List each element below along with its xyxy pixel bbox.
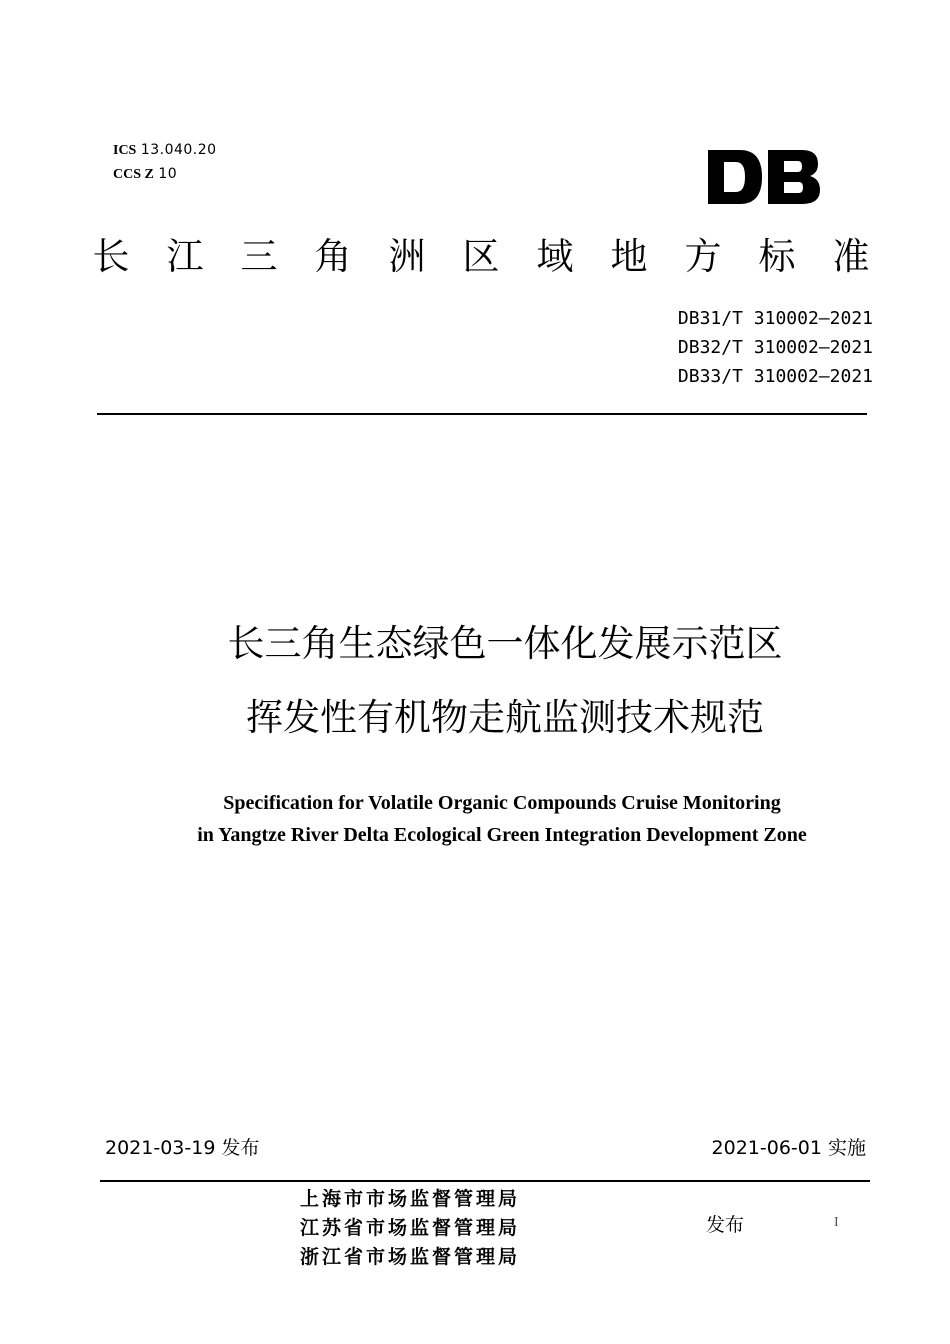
ccs-value: 10	[158, 166, 178, 182]
chinese-title-line-1: 长三角生态绿色一体化发展示范区	[227, 622, 783, 665]
implementation-date: 2021-06-01 实施	[711, 1137, 866, 1159]
standard-number-jiangsu: DB32/T 310002—2021	[677, 337, 873, 358]
db-logo-b	[768, 150, 820, 204]
english-title-line-2: in Yangtze River Delta Ecological Green Integration Development Zone	[197, 824, 807, 846]
ccs-code	[113, 164, 177, 185]
ics-value: 13.040.20	[140, 142, 217, 158]
title-char: 长	[92, 235, 130, 278]
standard-number-zhejiang: DB33/T 310002—2021	[677, 366, 873, 387]
english-title-line-1: Specification for Volatile Organic Compounds Cruise Monitoring	[223, 792, 781, 814]
top-divider	[97, 413, 867, 415]
publish-label: 发布	[706, 1214, 745, 1236]
issuer-zhejiang: 浙江省市场监督管理局	[300, 1246, 521, 1268]
title-char: 方	[684, 235, 722, 278]
title-char: 江	[166, 235, 204, 278]
db-logo	[708, 148, 824, 206]
issuing-authorities	[300, 1185, 520, 1272]
standard-number-shanghai: DB31/T 310002—2021	[677, 308, 873, 329]
title-char: 准	[832, 235, 870, 278]
title-char: 区	[462, 235, 500, 278]
chinese-title-line-2: 挥发性有机物走航监测技术规范	[246, 696, 764, 739]
title-char: 地	[610, 235, 648, 278]
bottom-divider	[100, 1180, 870, 1182]
ccs-label: CCS Z	[113, 167, 154, 182]
ics-code	[113, 140, 217, 161]
title-char: 标	[758, 235, 796, 278]
issuer-jiangsu: 江苏省市场监督管理局	[300, 1217, 521, 1239]
title-char: 角	[314, 235, 352, 278]
db-logo-d	[708, 150, 762, 204]
ics-label: ICS	[113, 143, 137, 158]
page-number: I	[834, 1215, 839, 1230]
title-char: 洲	[388, 235, 426, 278]
standard-numbers	[678, 304, 873, 391]
title-char: 三	[240, 235, 278, 278]
title-char: 域	[536, 235, 574, 278]
standard-type-title	[86, 232, 876, 282]
issuer-shanghai: 上海市市场监督管理局	[300, 1188, 521, 1210]
issue-date: 2021-03-19 发布	[105, 1137, 260, 1159]
